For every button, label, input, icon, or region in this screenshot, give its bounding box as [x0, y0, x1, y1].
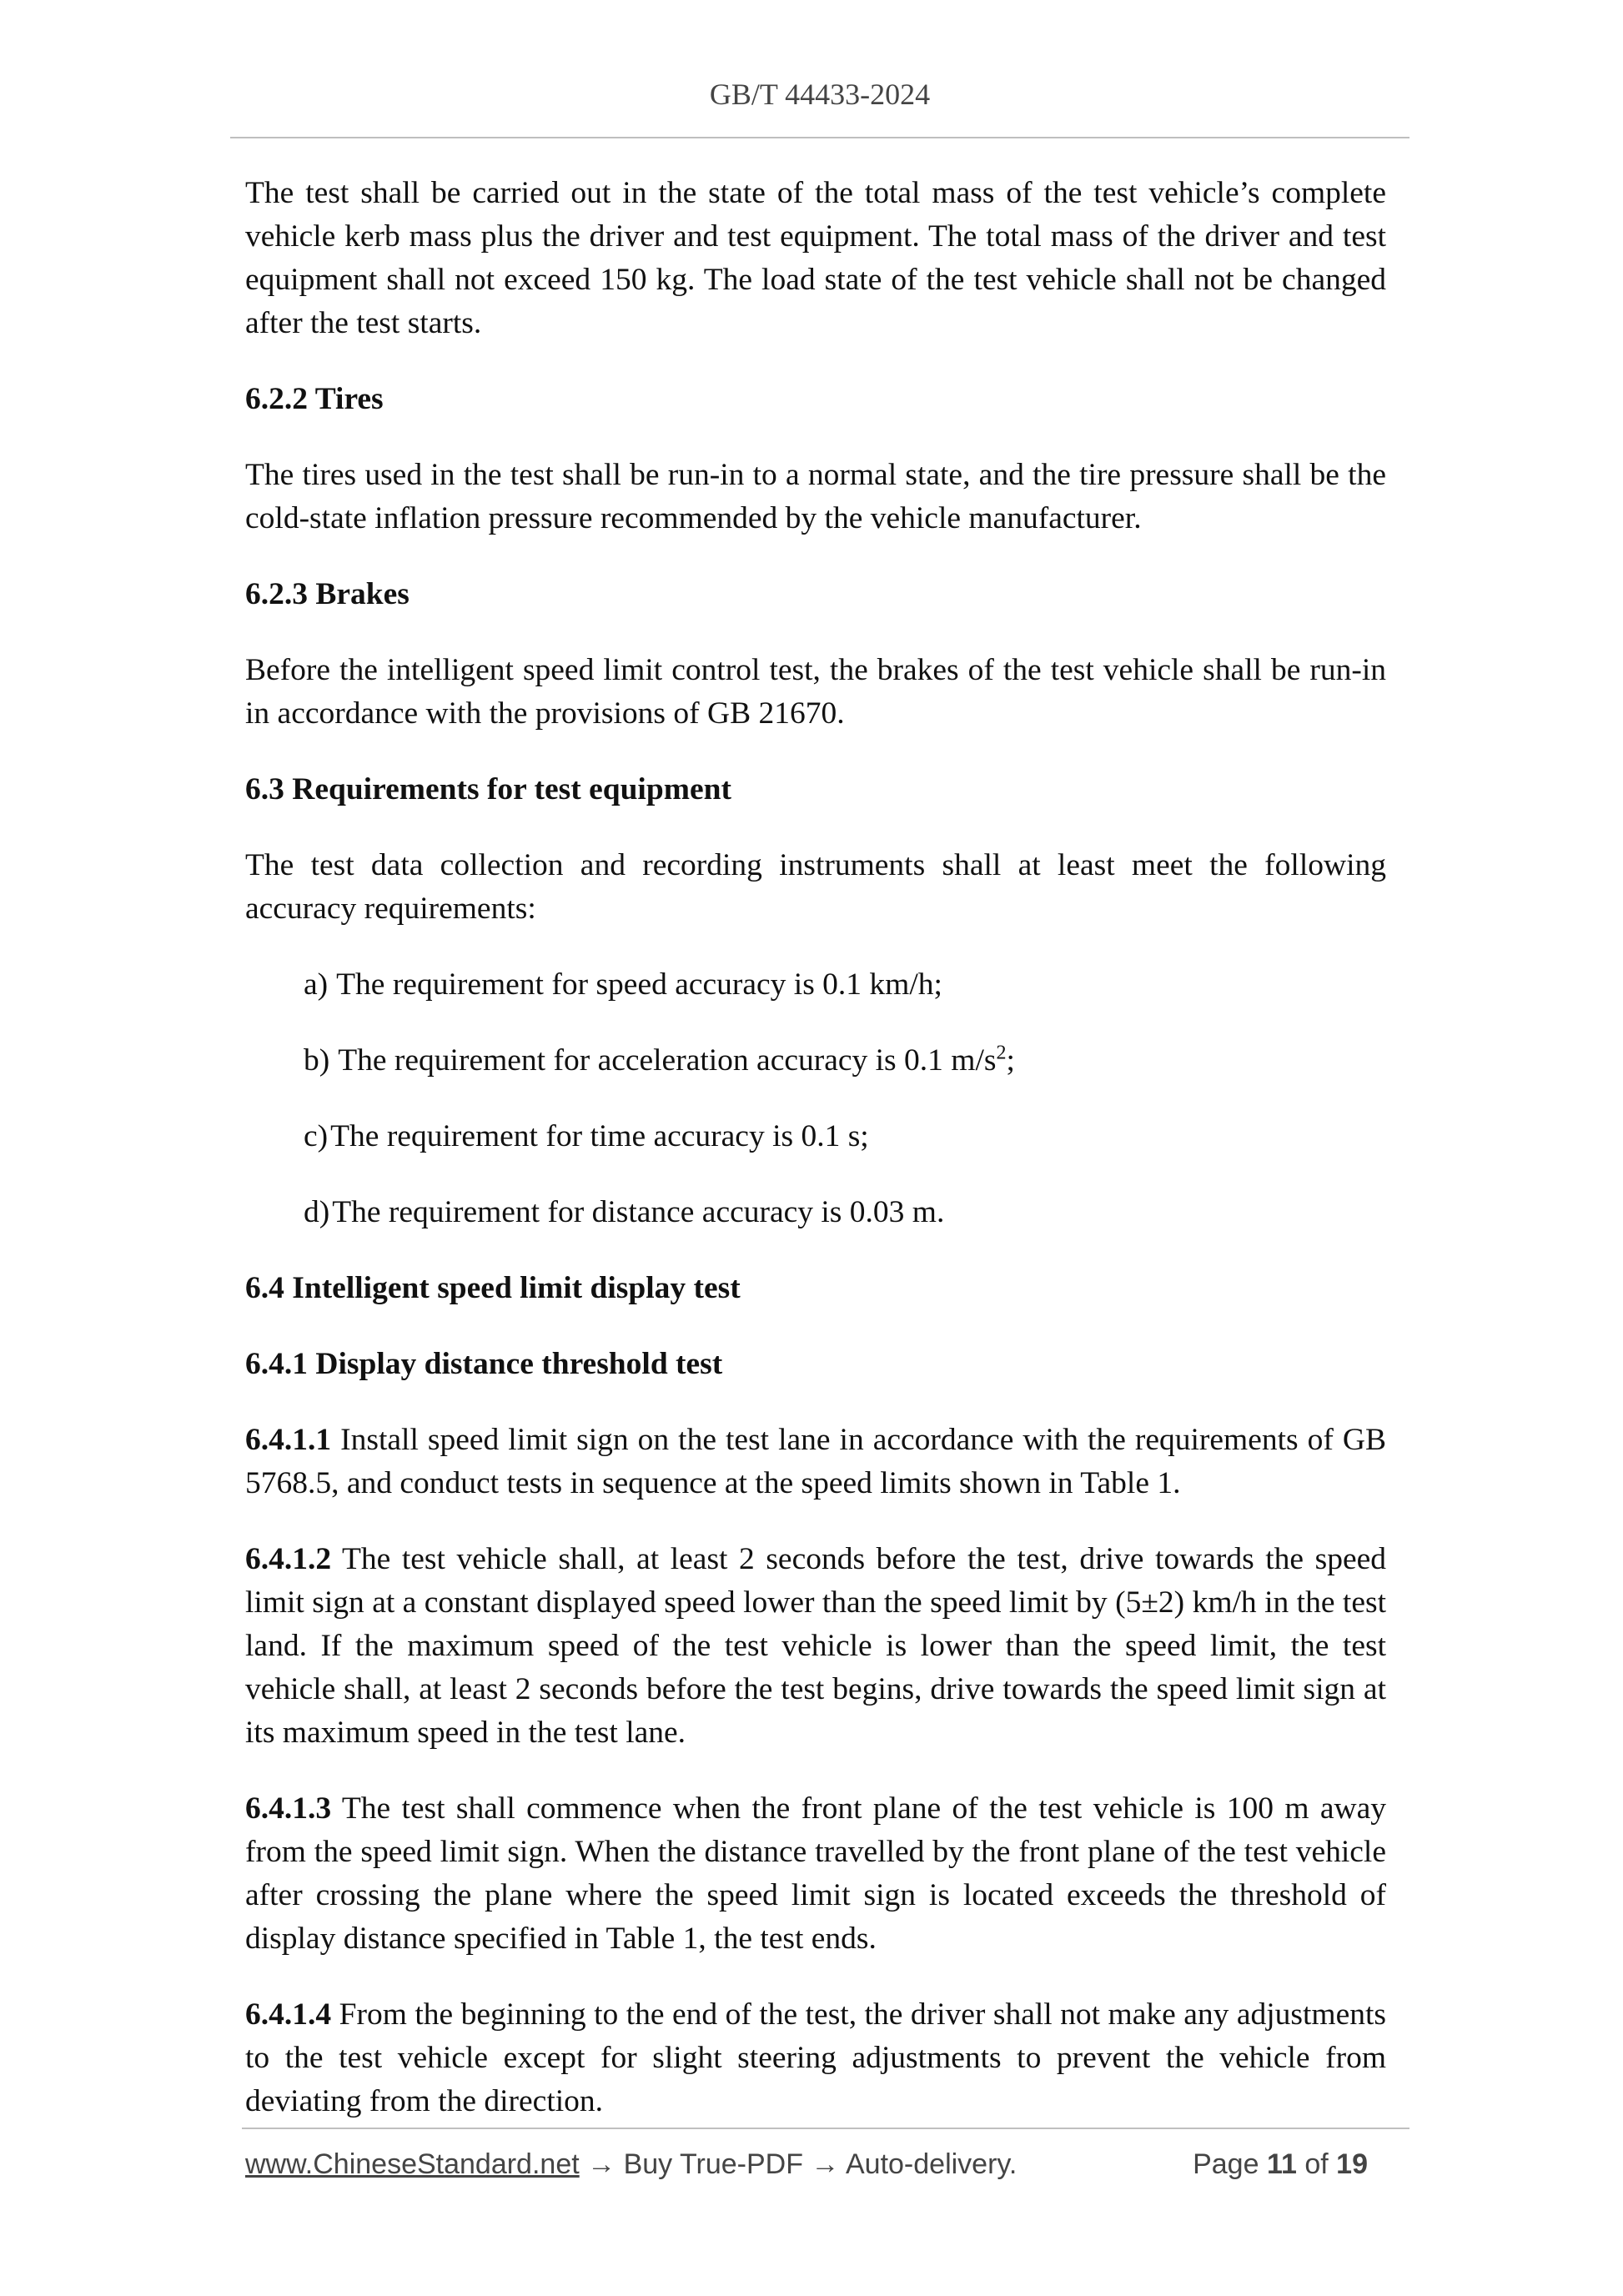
page-indicator — [1193, 2148, 1368, 2181]
footer-tagline: → Buy True-PDF → Auto-delivery. — [579, 2148, 1018, 2180]
footer-divider — [242, 2128, 1409, 2129]
clause-number: 6.4.1.4 — [245, 1997, 332, 2032]
clause-text: From the beginning to the end of the test, the driver shall not make any adjustments to the test vehicle except for slight steering adjustments to prevent the vehicle from deviating from the direction. — [245, 1997, 1386, 2118]
clause-number: 6.4.1.1 — [245, 1423, 332, 1457]
list-item-d — [245, 1191, 1386, 1234]
heading-6-3: 6.3 Requirements for test equipment — [245, 772, 731, 806]
page-label: Page — [1193, 2148, 1259, 2180]
list-item-text: The requirement for speed accuracy is 0.1 km/h; — [336, 967, 942, 1002]
list-item-text: The requirement for time accuracy is 0.1 s; — [330, 1119, 869, 1153]
superscript: 2 — [996, 1042, 1007, 1064]
clause-number: 6.4.1.3 — [245, 1791, 332, 1826]
clause-text: The test shall commence when the front plane of the test vehicle is 100 m away from the speed limit sign. When the distance travelled by the front plane of the test vehicle after crossing the plane where the speed limit sign is located exceeds the threshold of display distance specified in Table 1, the test ends. — [245, 1791, 1386, 1956]
paragraph-equipment: The test data collection and recording instruments shall at least meet the following accuracy requirements: — [245, 848, 1386, 926]
list-item-text: The requirement for acceleration accuracy is 0.1 m/s — [338, 1043, 997, 1078]
website-link[interactable]: www.ChineseStandard.net — [245, 2148, 580, 2180]
clause-6-4-1-1 — [245, 1419, 1386, 1505]
paragraph-tires: The tires used in the test shall be run-in to a normal state, and the tire pressure shall be the cold-state inflation pressure recommended by the vehicle manufacturer. — [245, 458, 1386, 535]
paragraph-brakes: Before the intelligent speed limit control test, the brakes of the test vehicle shall be run-in in accordance with the provisions of GB 21670. — [245, 653, 1386, 731]
list-marker: c) — [304, 1119, 329, 1153]
heading-6-4: 6.4 Intelligent speed limit display test — [245, 1271, 741, 1305]
clause-6-4-1-3 — [245, 1787, 1386, 1961]
page-total: 19 — [1336, 2148, 1368, 2180]
heading-6-2-3: 6.2.3 Brakes — [245, 577, 410, 611]
document-id: GB/T 44433-2024 — [709, 78, 931, 111]
list-item-tail: ; — [1006, 1043, 1015, 1078]
header-divider — [230, 137, 1409, 138]
heading-6-2-2: 6.2.2 Tires — [245, 382, 384, 416]
heading-6-4-1: 6.4.1 Display distance threshold test — [245, 1347, 723, 1381]
clause-number: 6.4.1.2 — [245, 1542, 332, 1576]
list-marker: b) — [304, 1043, 330, 1078]
document-footer — [245, 2148, 1368, 2181]
clause-6-4-1-2 — [245, 1538, 1386, 1755]
page-of: of — [1304, 2148, 1329, 2180]
list-item-b — [245, 1039, 1386, 1083]
list-marker: a) — [304, 967, 329, 1002]
document-header — [230, 77, 1409, 112]
clause-6-4-1-4 — [245, 1993, 1386, 2123]
clause-text: The test vehicle shall, at least 2 seconds before the test, drive towards the speed limit sign at a constant displayed speed lower than the speed limit by (5±2) km/h in the test land. If the maximum speed of the test vehicle is lower than the speed limit, the test vehicle shall, at least 2 seconds before the test begins, drive towards the speed limit sign at its maximum speed in the test lane. — [245, 1542, 1386, 1750]
list-item-c — [245, 1115, 1386, 1158]
paragraph-test-mass: The test shall be carried out in the state of the total mass of the test vehicle’s complete vehicle kerb mass plus the driver and test equipment. The total mass of the driver and test equipment shall not exceed 150 kg. The load state of the test vehicle shall not be changed after the test starts. — [245, 176, 1386, 340]
list-item-a — [245, 963, 1386, 1007]
list-item-text: The requirement for distance accuracy is 0.03 m. — [332, 1195, 945, 1229]
list-marker: d) — [304, 1195, 330, 1229]
clause-text: Install speed limit sign on the test lane in accordance with the requirements of GB 5768.5, and conduct tests in sequence at the speed limits shown in Table 1. — [245, 1423, 1386, 1500]
page-current: 11 — [1266, 2148, 1297, 2180]
document-body — [245, 172, 1386, 2156]
